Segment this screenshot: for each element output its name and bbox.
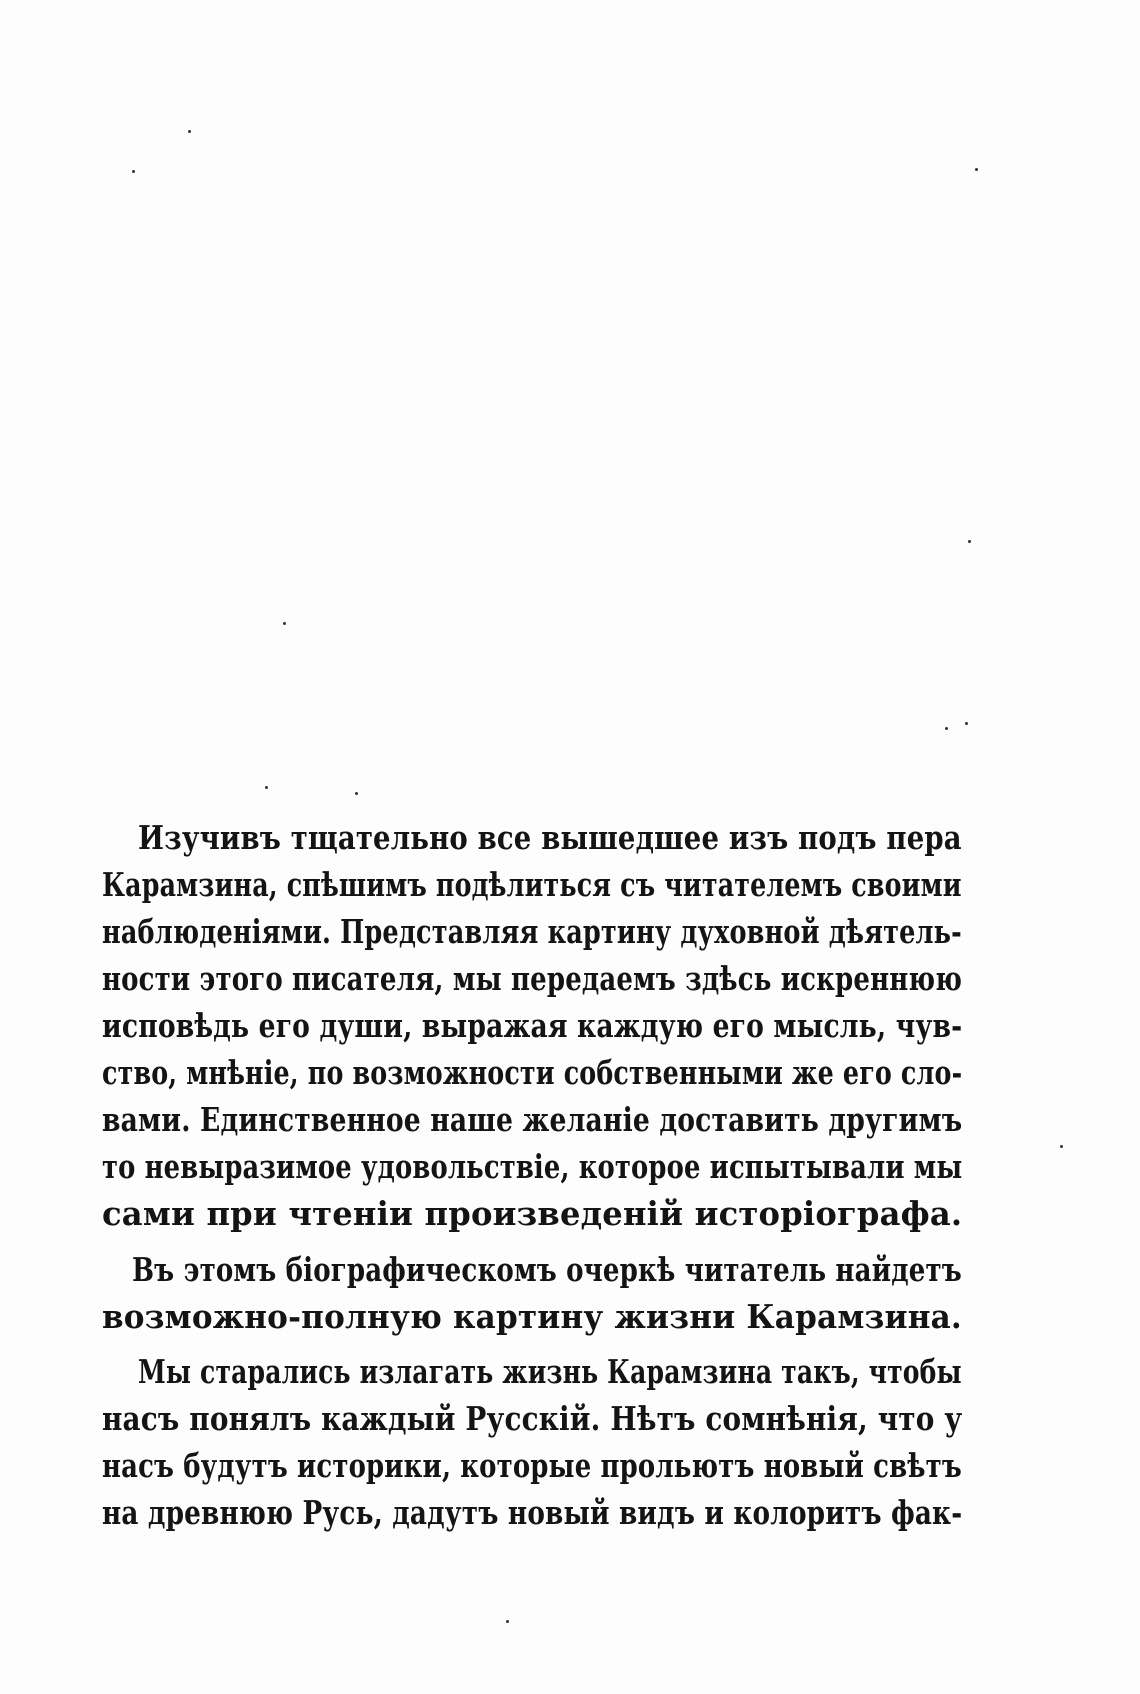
text-line: насъ будутъ историки, которые прольютъ новый свѣтъ (102, 1446, 962, 1485)
text-line: ности этого писателя, мы передаемъ здѣсь искреннюю (102, 959, 963, 998)
text-line: Въ этомъ біографическомъ очеркѣ читатель найдетъ (132, 1250, 962, 1289)
dust-speck (132, 170, 135, 173)
dust-speck (1060, 1145, 1063, 1148)
text-line: то невыразимое удовольствіе, которое испытывали мы (102, 1147, 963, 1186)
dust-speck (265, 786, 268, 789)
dust-speck (968, 540, 971, 543)
dust-speck (355, 792, 358, 795)
dust-speck (945, 727, 948, 730)
dust-speck (188, 130, 191, 133)
text-line: ство, мнѣніе, по возможности собственными же его сло- (102, 1053, 963, 1092)
dust-speck (506, 1620, 509, 1623)
text-line: возможно-полную картину жизни Карамзина. (102, 1297, 962, 1336)
text-line: Мы старались излагать жизнь Карамзина такъ, чтобы (138, 1352, 962, 1391)
dust-speck (975, 168, 978, 171)
text-line: наблюденіями. Представляя картину духовной дѣятель- (102, 912, 962, 951)
dust-speck (283, 622, 286, 625)
text-line: вами. Единственное наше желаніе доставить другимъ (102, 1100, 963, 1139)
dust-speck (965, 722, 968, 725)
text-line: на древнюю Русь, дадутъ новый видъ и колоритъ фак- (102, 1493, 963, 1532)
text-line: Карамзина, спѣшимъ подѣлиться съ читателемъ своими (102, 865, 962, 904)
text-line: Изучивъ тщательно все вышедшее изъ подъ пера (138, 818, 962, 857)
text-line: насъ понялъ каждый Русскій. Нѣтъ сомнѣнія, что у (102, 1399, 963, 1438)
text-line: исповѣдь его души, выражая каждую его мысль, чув- (102, 1006, 963, 1045)
text-line: сами при чтеніи произведеній исторіографа. (102, 1194, 963, 1233)
